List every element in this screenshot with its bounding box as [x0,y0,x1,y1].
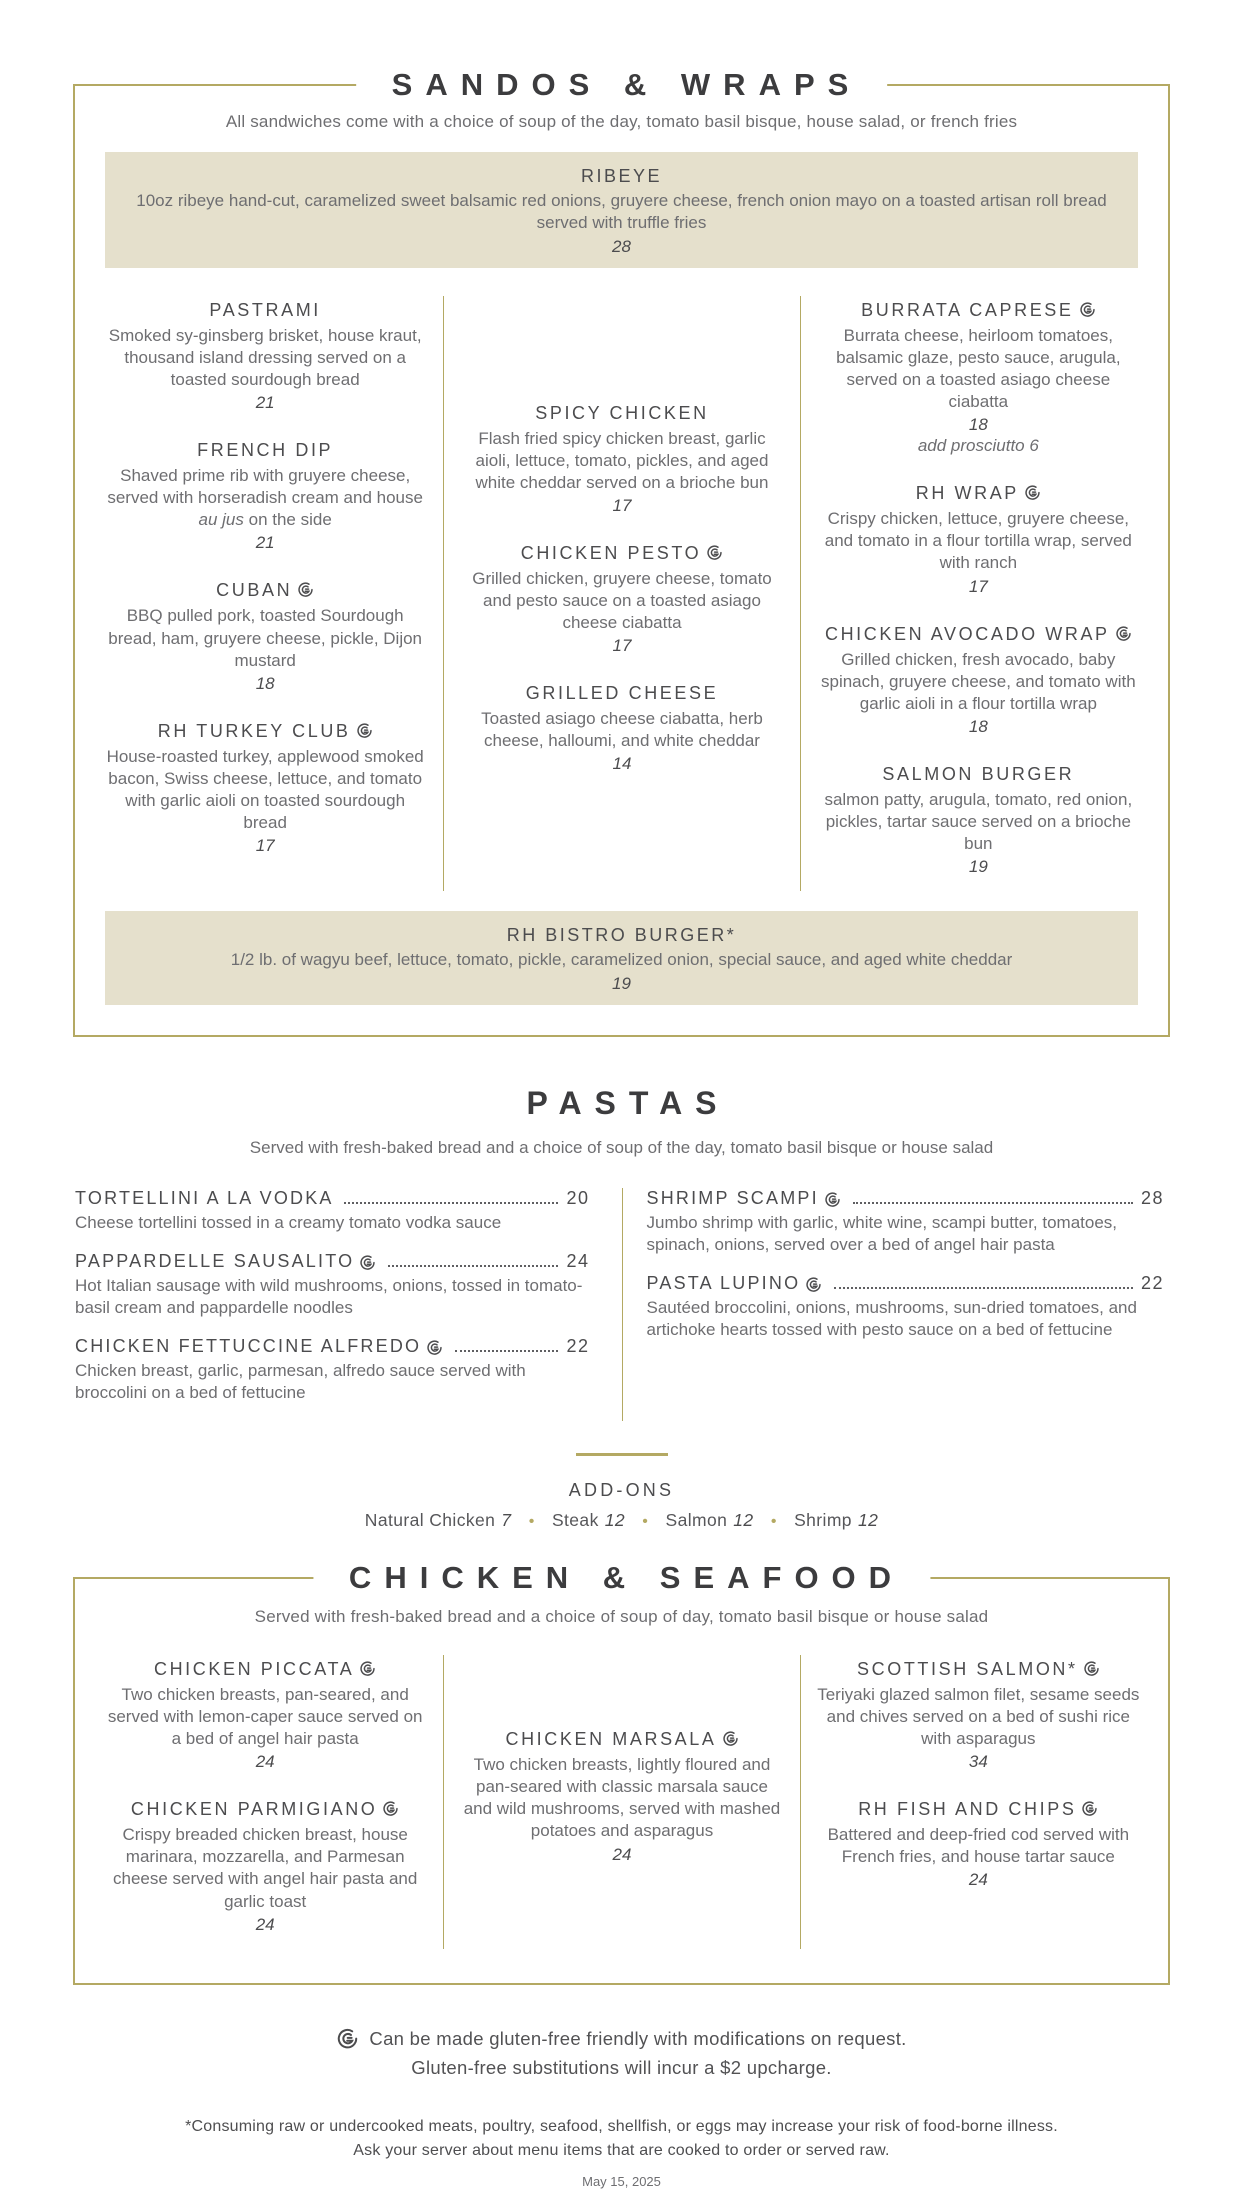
menu-item-chicken-marsala [460,1729,783,1864]
item-name: PASTA LUPINO [646,1272,801,1293]
item-description: Smoked sy-ginsberg brisket, house kraut, thousand island dressing served on a toasted sourdough bread [108,325,422,390]
dot-leader [388,1265,558,1267]
disclaimer-line1: *Consuming raw or undercooked meats, poultry, seafood, shellfish, or eggs may increase your risk of food-borne illness. [185,2117,1058,2135]
item-description: Two chicken breasts, lightly floured and pan-seared with classic marsala sauce and wild mushrooms, served with mashed potatoes and asparagus [463,1755,781,1841]
menu-item-chicken-fettuccine-alfredo [75,1336,590,1404]
pastas-column-2 [622,1188,1169,1421]
item-price: 24 [255,1914,275,1934]
add-ons-title: ADD-ONS [568,1480,675,1500]
item-price: 18 [968,716,988,736]
item-description: Two chicken breasts, pan-seared, and served with lemon-caper sauce served on a bed of angel hair pasta [107,1685,423,1749]
menu-item-chicken-piccata [103,1659,427,1772]
item-name: CHICKEN PICCATA [153,1659,355,1679]
section-title-chicken-seafood: CHICKEN & SEAFOOD [313,1560,930,1596]
item-price: 14 [612,754,632,774]
gluten-free-icon [426,1339,443,1356]
menu-item-pastrami [103,300,427,413]
item-price: 28 [1140,1187,1164,1208]
gluten-free-icon [359,1254,376,1271]
item-name: CHICKEN PESTO [520,542,702,563]
gluten-free-legend [0,2027,1243,2079]
item-name: BURRATA CAPRESE [861,299,1074,320]
item-price: 19 [612,973,631,993]
section-title-pastas: PASTAS [526,1084,730,1121]
gluten-free-icon [356,722,373,739]
item-price: 20 [566,1187,590,1208]
item-name: SALMON BURGER [882,763,1075,784]
menu-item-salmon-burger [817,764,1140,877]
item-note: add prosciutto 6 [917,436,1039,456]
pastas-column-1 [75,1188,622,1421]
item-description: Toasted asiago cheese ciabatta, herb cheese, halloumi, and white cheddar [481,709,763,751]
menu-item-chicken-avocado-wrap [817,624,1140,737]
section-sandos-and-wraps [73,67,1170,1037]
gluten-free-icon [336,2027,359,2050]
item-price: 21 [255,533,275,553]
menu-item-cuban [103,580,427,693]
item-name: SCOTTISH SALMON* [857,1659,1078,1679]
add-on-label: Natural Chicken [364,1510,496,1530]
item-description: Chicken breast, garlic, parmesan, alfredo sauce served with broccolini on a bed of fettucine [75,1360,526,1402]
item-name: PASTRAMI [209,299,321,320]
cs-column-2 [443,1655,799,1949]
item-name: FRENCH DIP [197,440,334,461]
gluten-free-icon [297,581,314,598]
item-name: CHICKEN FETTUCCINE ALFREDO [75,1335,422,1356]
item-name: SPICY CHICKEN [535,402,709,423]
bullet-separator: • [642,1513,649,1530]
menu-item-grilled-cheese [460,683,783,774]
item-description: salmon patty, arugula, tomato, red onion, pickles, tartar sauce served on a brioche bun [824,789,1133,853]
item-description: Grilled chicken, gruyere cheese, tomato and pesto sauce on a toasted asiago cheese ciabatta [472,568,772,633]
divider [576,1453,668,1456]
item-price: 18 [255,673,275,693]
item-name: PAPPARDELLE SAUSALITO [75,1250,355,1271]
section-chicken-and-seafood [73,1560,1170,1985]
item-price: 17 [612,495,632,515]
item-price: 24 [612,1844,632,1864]
item-description: Shaved prime rib with gruyere cheese, served with horseradish cream and house au jus on the side [107,466,423,530]
menu-date: May 15, 2025 [582,2174,661,2189]
item-name: RIBEYE [580,166,663,186]
item-description: Crispy breaded chicken breast, house marinara, mozzarella, and Parmesan cheese served with angel hair pasta and garlic toast [113,1825,418,1911]
add-on-price: 12 [604,1510,625,1530]
featured-item-rh-bistro-burger [105,911,1138,1004]
item-price: 28 [612,236,631,256]
pastas-columns [75,1188,1168,1421]
gluten-free-icon [382,1800,399,1817]
item-description: Grilled chicken, fresh avocado, baby spinach, gruyere cheese, and tomato with garlic aioli in a flour tortilla wrap [820,649,1136,713]
gluten-free-icon [706,544,723,561]
menu-item-chicken-parmigiano [103,1799,427,1934]
item-price: 18 [968,415,988,435]
gluten-free-icon [722,1730,739,1747]
add-on-label: Shrimp [794,1510,852,1530]
menu-page [0,67,1243,2189]
sandos-column-2 [443,296,799,891]
sandos-column-3 [800,296,1156,891]
item-price: 19 [968,857,988,877]
add-on-label: Steak [551,1510,599,1530]
item-price: 22 [1140,1272,1164,1293]
section-subtitle-chicken-seafood: Served with fresh-baked bread and a choice of soup of day, tomato basil bisque or house salad [254,1607,989,1626]
menu-item-rh-turkey-club [103,721,427,856]
item-price: 24 [566,1250,590,1271]
add-ons-list [0,1510,1243,1531]
item-description: Flash fried spicy chicken breast, garlic aioli, lettuce, tomato, pickles, and aged white cheddar served on a brioche bun [475,428,769,492]
item-price: 34 [968,1752,988,1772]
menu-item-burrata-caprese [817,300,1140,456]
gluten-free-icon [359,1660,376,1677]
item-description: Sautéed broccolini, onions, mushrooms, sun-dried tomatoes, and artichoke hearts tossed with pesto sauce on a bed of fettucine [646,1297,1137,1339]
menu-footer [0,2027,1243,2189]
item-description: Crispy chicken, lettuce, gruyere cheese, and tomato in a flour tortilla wrap, served with ranch [824,509,1132,573]
item-description: Hot Italian sausage with wild mushrooms, onions, tossed in tomato-basil cream and pappardelle noodles [75,1275,583,1317]
item-name: CHICKEN AVOCADO WRAP [824,623,1110,644]
sandos-columns [87,296,1156,891]
item-description: Jumbo shrimp with garlic, white wine, scampi butter, tomatoes, spinach, onions, served over a bed of angel hair pasta [646,1212,1118,1254]
add-on-price: 12 [733,1510,754,1530]
item-description: Cheese tortellini tossed in a creamy tomato vodka sauce [75,1212,502,1232]
gluten-free-icon [1083,1660,1100,1677]
gluten-free-note-line2: Gluten-free substitutions will incur a $2 upcharge. [411,2056,832,2078]
item-price: 22 [566,1335,590,1356]
gluten-free-note-line1: Can be made gluten-free friendly with modifications on request. [369,2027,907,2049]
dot-leader [834,1287,1133,1289]
sandos-column-1 [87,296,443,891]
section-subtitle-pastas: Served with fresh-baked bread and a choice of soup of the day, tomato basil bisque or house salad [249,1137,994,1157]
item-price: 24 [968,1870,988,1890]
disclaimer-line2: Ask your server about menu items that are cooked to order or served raw. [353,2142,890,2160]
menu-item-rh-wrap [817,483,1140,596]
item-name: TORTELLINI A LA VODKA [75,1187,334,1208]
item-price: 24 [255,1752,275,1772]
item-name: RH BISTRO BURGER* [506,925,737,946]
item-price: 21 [255,393,275,413]
menu-item-spicy-chicken [460,403,783,516]
dot-leader [344,1202,559,1204]
item-description: Burrata cheese, heirloom tomatoes, balsamic glaze, pesto sauce, arugula, served on a toasted asiago cheese ciabatta [836,325,1121,412]
dot-leader [455,1350,558,1352]
item-description: 1/2 lb. of wagyu beef, lettuce, tomato, pickle, caramelized onion, special sauce, and aged white cheddar [230,950,1013,970]
section-subtitle-sandos: All sandwiches come with a choice of soup of the day, tomato basil bisque, house salad, or french fries [225,112,1018,131]
section-add-ons [0,1453,1243,1531]
bullet-separator: • [770,1513,777,1530]
menu-item-tortellini-a-la-vodka [75,1188,590,1234]
item-name: SHRIMP SCAMPI [646,1187,819,1208]
item-name: CHICKEN PARMIGIANO [130,1799,378,1820]
menu-item-pappardelle-sausalito [75,1251,590,1319]
gluten-free-icon [805,1276,822,1293]
featured-item-ribeye [105,152,1138,268]
dot-leader [853,1202,1133,1204]
item-name: RH FISH AND CHIPS [858,1799,1077,1820]
item-name: GRILLED CHEESE [525,683,719,704]
item-description: Teriyaki glazed salmon filet, sesame seeds and chives served on a bed of sushi rice with asparagus [817,1685,1140,1749]
menu-item-rh-fish-and-chips [817,1799,1140,1890]
item-description: 10oz ribeye hand-cut, caramelized sweet balsamic red onions, gruyere cheese, french onion mayo on a toasted artisan roll bread served with truffle fries [136,191,1107,233]
add-on-price: 7 [501,1510,512,1530]
item-description: Battered and deep-fried cod served with French fries, and house tartar sauce [827,1825,1130,1867]
item-name: CUBAN [216,580,293,601]
gluten-free-icon [1024,484,1041,501]
menu-item-shrimp-scampi [647,1188,1165,1256]
section-title-sandos: SANDOS & WRAPS [356,67,888,103]
item-name: CHICKEN MARSALA [505,1729,717,1750]
gluten-free-icon [824,1191,841,1208]
section-pastas [0,1085,1243,1421]
raw-food-disclaimer [0,2115,1243,2165]
menu-item-chicken-pesto [460,543,783,656]
chicken-seafood-columns [87,1655,1156,1949]
item-price: 17 [612,636,632,656]
gluten-free-icon [1079,301,1096,318]
menu-item-french-dip [103,440,427,553]
cs-column-3 [800,1655,1156,1949]
item-name: RH WRAP [915,483,1019,504]
add-on-label: Salmon [665,1510,728,1530]
add-on-price: 12 [857,1510,879,1530]
item-name: RH TURKEY CLUB [157,720,351,741]
gluten-free-icon [1115,625,1132,642]
item-description: BBQ pulled pork, toasted Sourdough bread, ham, gruyere cheese, pickle, Dijon mustard [108,606,423,670]
cs-column-1 [87,1655,443,1949]
item-description: House-roasted turkey, applewood smoked bacon, Swiss cheese, lettuce, and tomato with garlic aioli on toasted sourdough bread [106,746,424,832]
gluten-free-icon [1081,1800,1098,1817]
bullet-separator: • [528,1513,535,1530]
item-price: 17 [968,576,988,596]
menu-item-pasta-lupino [647,1273,1165,1341]
menu-item-scottish-salmon [817,1659,1140,1772]
item-price: 17 [255,836,275,856]
